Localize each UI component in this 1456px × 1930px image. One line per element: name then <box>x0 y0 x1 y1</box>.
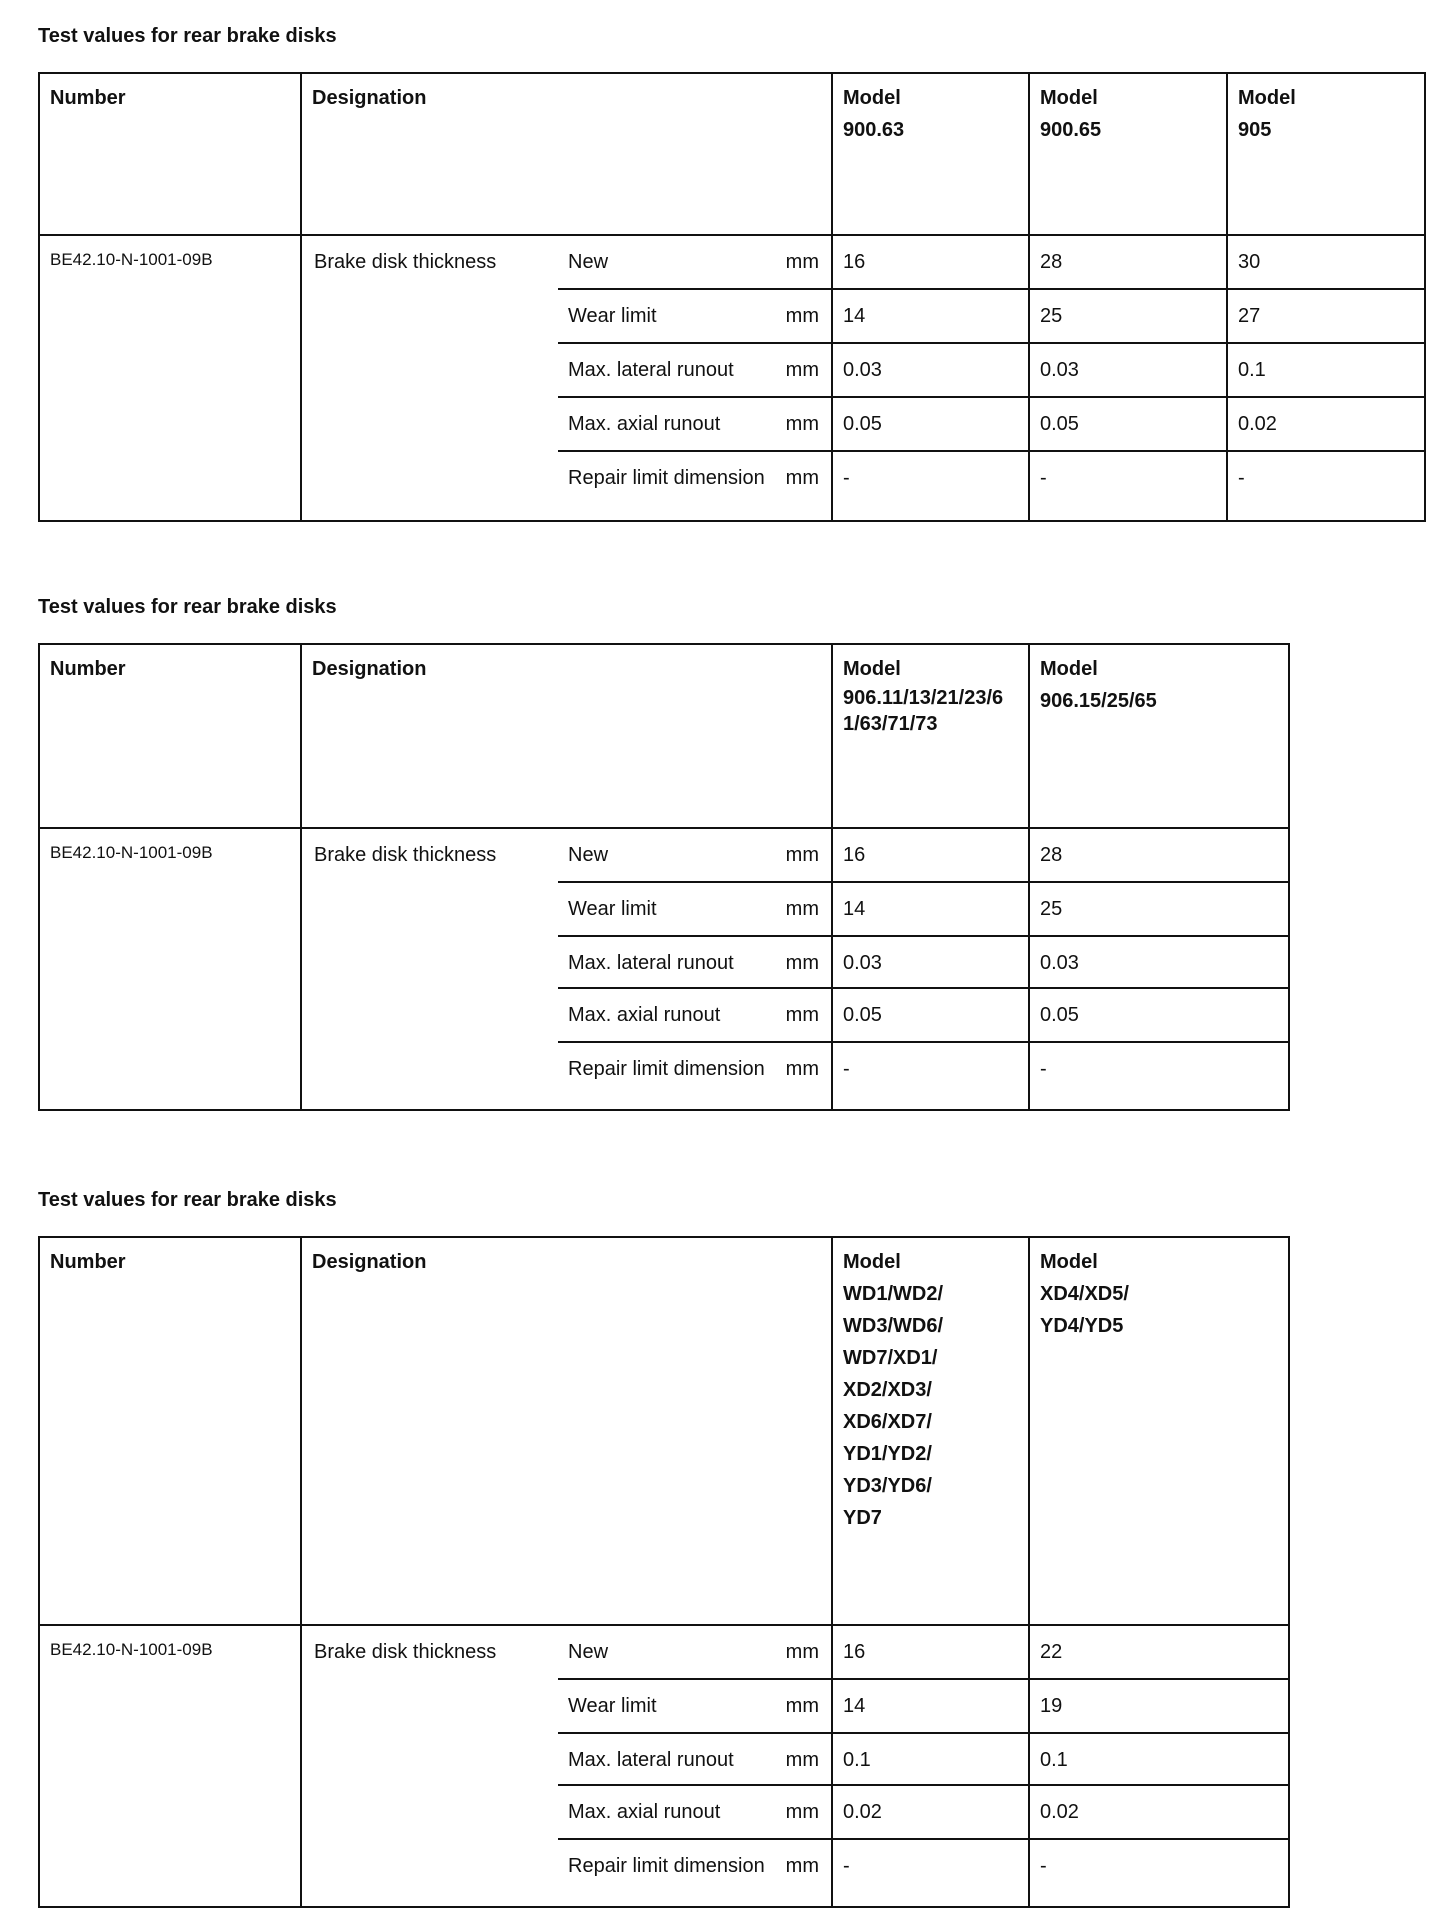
param-unit: mm <box>780 289 832 343</box>
value-cell: 0.02 <box>1029 1785 1289 1839</box>
param-label: Max. axial runout <box>558 397 780 451</box>
value-cell: - <box>1029 451 1227 521</box>
row-designation: Brake disk thickness <box>301 828 558 1110</box>
value-cell: 0.05 <box>1029 397 1227 451</box>
value-cell: 22 <box>1029 1625 1289 1679</box>
value-cell: 16 <box>832 1625 1029 1679</box>
table-row <box>39 828 1289 882</box>
param-unit: mm <box>780 451 832 521</box>
model-line: Model <box>1238 87 1296 109</box>
value-cell: 14 <box>832 1679 1029 1733</box>
value-cell: 0.02 <box>1227 397 1425 451</box>
test-values-table <box>38 1236 1290 1908</box>
test-values-table <box>38 72 1426 522</box>
value-cell: - <box>1227 451 1425 521</box>
model-line: Model <box>843 658 901 680</box>
value-cell: 0.05 <box>832 988 1029 1042</box>
model-line: YD7 <box>843 1507 882 1529</box>
param-unit: mm <box>780 235 832 289</box>
param-label: Max. axial runout <box>558 988 780 1042</box>
value-cell: 25 <box>1029 289 1227 343</box>
header-designation: Designation <box>301 1237 832 1625</box>
header-designation: Designation <box>301 73 832 235</box>
value-cell: 0.05 <box>832 397 1029 451</box>
param-label: Repair limit dimension <box>558 1839 780 1907</box>
param-unit: mm <box>780 343 832 397</box>
param-label: Max. lateral runout <box>558 1733 780 1785</box>
value-cell: 0.02 <box>832 1785 1029 1839</box>
header-row <box>39 73 1425 235</box>
param-label: New <box>558 1625 780 1679</box>
header-number: Number <box>39 73 301 235</box>
param-unit: mm <box>780 1785 832 1839</box>
header-model <box>832 1237 1029 1625</box>
value-cell: 0.1 <box>1227 343 1425 397</box>
header-number: Number <box>39 1237 301 1625</box>
model-line: Model <box>843 87 901 109</box>
model-line: YD4/YD5 <box>1040 1315 1124 1337</box>
section-title: Test values for rear brake disks <box>38 596 337 618</box>
row-number: BE42.10-N-1001-09B <box>39 1625 301 1907</box>
table-row <box>39 1625 1289 1679</box>
value-cell: 28 <box>1029 828 1289 882</box>
value-cell: 16 <box>832 235 1029 289</box>
param-unit: mm <box>780 397 832 451</box>
value-cell: 0.03 <box>832 343 1029 397</box>
test-values-table <box>38 643 1290 1111</box>
header-model <box>1227 73 1425 235</box>
model-line: Model <box>1040 87 1098 109</box>
value-cell: - <box>832 451 1029 521</box>
param-label: Wear limit <box>558 882 780 936</box>
model-line: 906.11/13/21/23/6 <box>843 687 1004 709</box>
value-cell: - <box>832 1042 1029 1110</box>
param-unit: mm <box>780 988 832 1042</box>
row-designation: Brake disk thickness <box>301 235 558 521</box>
param-label: New <box>558 235 780 289</box>
param-label: Wear limit <box>558 289 780 343</box>
model-line: WD7/XD1/ <box>843 1347 938 1369</box>
param-label: New <box>558 828 780 882</box>
value-cell: 14 <box>832 289 1029 343</box>
model-line: WD3/WD6/ <box>843 1315 943 1337</box>
row-number: BE42.10-N-1001-09B <box>39 235 301 521</box>
model-line: 1/63/71/73 <box>843 713 938 735</box>
param-label: Repair limit dimension <box>558 1042 780 1110</box>
model-line: Model <box>1040 658 1098 680</box>
section-title: Test values for rear brake disks <box>38 1189 337 1211</box>
header-number: Number <box>39 644 301 828</box>
header-designation: Designation <box>301 644 832 828</box>
param-label: Max. lateral runout <box>558 936 780 988</box>
value-cell: 14 <box>832 882 1029 936</box>
model-line: 900.65 <box>1040 119 1102 141</box>
model-line: 905 <box>1238 119 1272 141</box>
value-cell: - <box>1029 1042 1289 1110</box>
model-line: YD3/YD6/ <box>843 1475 932 1497</box>
param-unit: mm <box>780 1042 832 1110</box>
model-line: WD1/WD2/ <box>843 1283 943 1305</box>
model-line: XD2/XD3/ <box>843 1379 932 1401</box>
model-line: 906.15/25/65 <box>1040 690 1157 712</box>
value-cell: 0.03 <box>1029 343 1227 397</box>
param-unit: mm <box>780 1733 832 1785</box>
row-designation: Brake disk thickness <box>301 1625 558 1907</box>
table-row <box>39 235 1425 289</box>
model-line: XD6/XD7/ <box>843 1411 932 1433</box>
row-number: BE42.10-N-1001-09B <box>39 828 301 1110</box>
param-unit: mm <box>780 1679 832 1733</box>
model-line: Model <box>1040 1251 1098 1273</box>
param-unit: mm <box>780 1625 832 1679</box>
value-cell: 25 <box>1029 882 1289 936</box>
value-cell: 16 <box>832 828 1029 882</box>
value-cell: 30 <box>1227 235 1425 289</box>
value-cell: 28 <box>1029 235 1227 289</box>
value-cell: 19 <box>1029 1679 1289 1733</box>
model-line: XD4/XD5/ <box>1040 1283 1129 1305</box>
param-unit: mm <box>780 882 832 936</box>
value-cell: - <box>1029 1839 1289 1907</box>
model-line: YD1/YD2/ <box>843 1443 932 1465</box>
param-unit: mm <box>780 936 832 988</box>
param-label: Max. lateral runout <box>558 343 780 397</box>
value-cell: 0.05 <box>1029 988 1289 1042</box>
param-label: Wear limit <box>558 1679 780 1733</box>
value-cell: - <box>832 1839 1029 1907</box>
model-line: Model <box>843 1251 901 1273</box>
param-label: Max. axial runout <box>558 1785 780 1839</box>
param-label: Repair limit dimension <box>558 451 780 521</box>
value-cell: 0.03 <box>832 936 1029 988</box>
header-model <box>1029 1237 1289 1625</box>
section-title: Test values for rear brake disks <box>38 25 337 47</box>
param-unit: mm <box>780 828 832 882</box>
header-row <box>39 1237 1289 1625</box>
value-cell: 0.1 <box>832 1733 1029 1785</box>
header-model <box>832 644 1029 828</box>
value-cell: 27 <box>1227 289 1425 343</box>
model-line: 900.63 <box>843 119 905 141</box>
param-unit: mm <box>780 1839 832 1907</box>
value-cell: 0.03 <box>1029 936 1289 988</box>
header-model <box>1029 644 1289 828</box>
header-model <box>832 73 1029 235</box>
header-model <box>1029 73 1227 235</box>
header-row <box>39 644 1289 828</box>
value-cell: 0.1 <box>1029 1733 1289 1785</box>
